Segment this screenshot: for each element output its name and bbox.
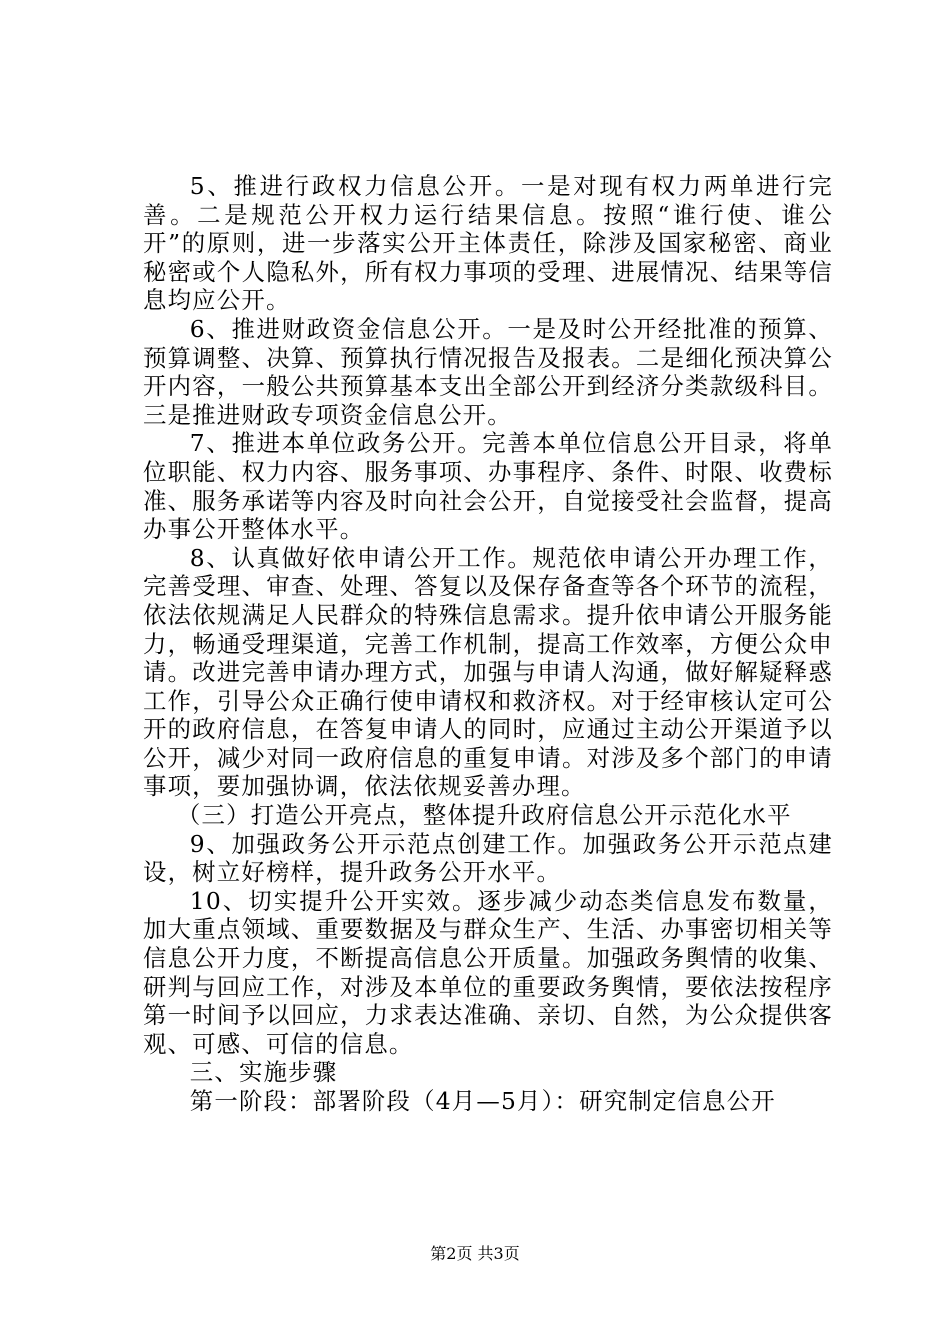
paragraph-power-info: 5、推进行政权力信息公开。一是对现有权力两单进行完善。二是规范公开权力运行结果信息。按照“谁行使、谁公开”的原则，进一步落实公开主体责任，除涉及国家秘密、商业秘密或个人隐私外，所有权力事项的受理、进展情况、结果等信息均应公开。 xyxy=(143,172,833,315)
paragraph-application-disclosure: 8、认真做好依申请公开工作。规范依申请公开办理工作，完善受理、审查、处理、答复以及保存备查等各个环节的流程，依法依规满足人民群众的特殊信息需求。提升依申请公开服务能力，畅通受理渠道，完善工作机制，提高工作效率，方便公众申请。改进完善申请办理方式，加强与申请人沟通，做好解疑释惑工作，引导公众正确行使申请权和救济权。对于经审核认定可公开的政府信息，在答复申请人的同时，应通过主动公开渠道予以公开，减少对同一政府信息的重复申请。对涉及多个部门的申请事项，要加强协调，依法依规妥善办理。 xyxy=(143,543,833,801)
page-number: 第2页 共3页 xyxy=(430,1244,520,1263)
section-heading-highlights: （三）打造公开亮点，整体提升政府信息公开示范化水平 xyxy=(176,801,792,830)
paragraph-effectiveness: 10、切实提升公开实效。逐步减少动态类信息发布数量，加大重点领域、重要数据及与群众生产、生活、办事密切相关等信息公开力度，不断提高信息公开质量。加强政务舆情的收集、研判与回应工作，对涉及本单位的重要政务舆情，要依法按程序第一时间予以回应，力求表达准确、亲切、自然，为公众提供客观、可感、可信的信息。 xyxy=(143,886,833,1058)
paragraph-finance-info: 6、推进财政资金信息公开。一是及时公开经批准的预算、预算调整、决算、预算执行情况报告及报表。二是细化预决算公开内容，一般公共预算基本支出全部公开到经济分类款级科目。三是推进财政专项资金信息公开。 xyxy=(143,314,833,429)
document-body xyxy=(143,172,833,1116)
paragraph-phase-one: 第一阶段：部署阶段（4月—5月）：研究制定信息公开 xyxy=(189,1087,776,1115)
paragraph-unit-affairs: 7、推进本单位政务公开。完善本单位信息公开目录，将单位职能、权力内容、服务事项、办事程序、条件、时限、收费标准、服务承诺等内容及时向社会公开，自觉接受社会监督，提高办事公开整体水平。 xyxy=(143,429,833,544)
page-footer xyxy=(0,1244,950,1264)
section-heading-implementation: 三、实施步骤 xyxy=(189,1058,338,1087)
paragraph-demonstration-sites: 9、加强政务公开示范点创建工作。加强政务公开示范点建设，树立好榜样，提升政务公开水平。 xyxy=(143,829,833,887)
